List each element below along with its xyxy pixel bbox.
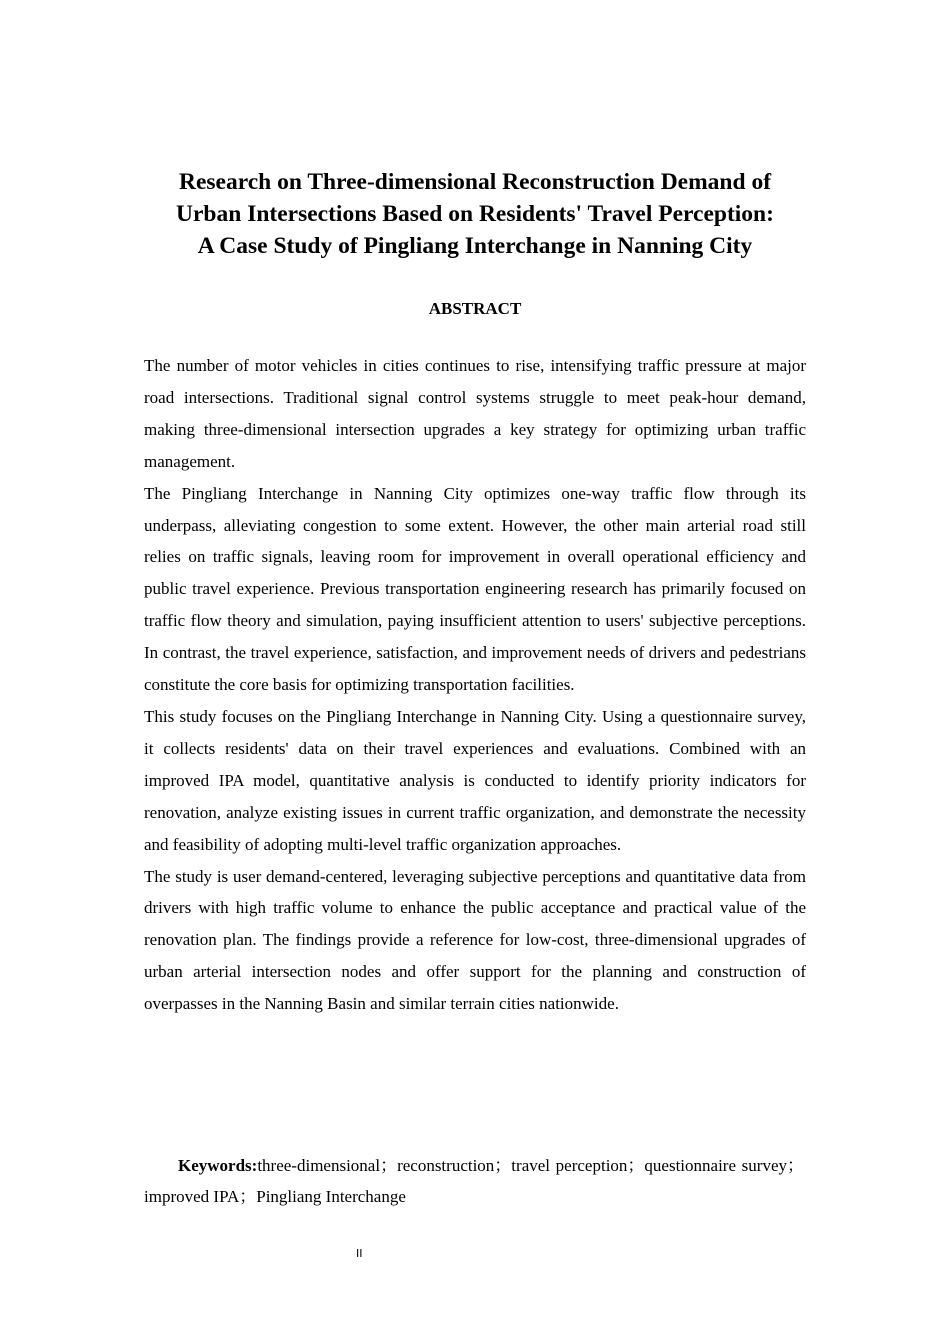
abstract-paragraph-4: The study is user demand-centered, leveraging subjective perceptions and quantitative data from drivers with high traffic volume to enhance the public acceptance and practical value of the renovation plan. The findings provide a reference for low-cost, three-dimensional upgrades of urban arterial intersection nodes and offer support for the planning and construction of overpasses in the Nanning Basin and similar terrain cities nationwide.	[144, 866, 806, 1014]
abstract-paragraph-2: The Pingliang Interchange in Nanning City optimizes one-way traffic flow through its underpass, alleviating congestion to some extent. However, the other main arterial road still relies on traffic signals, leaving room for improvement in overall operational efficiency and public travel experience. Previous transportation engineering research has primarily focused on traffic flow theory and simulation, paying insufficient attention to users' subjective perceptions. In contrast, the travel experience, satisfaction, and improvement needs of drivers and pedestrians constitute the core basis for optimizing transportation facilities.	[144, 483, 806, 695]
page-number: II	[356, 1247, 363, 1260]
keywords-line	[144, 1150, 804, 1212]
title-line-2: Urban Intersections Based on Residents' Travel Perception:	[176, 201, 774, 227]
abstract-paragraph-1: The number of motor vehicles in cities continues to rise, intensifying traffic pressure at major road intersections. Traditional signal control systems struggle to meet peak-hour demand, making three-dimensional intersection upgrades a key strategy for optimizing urban traffic management.	[144, 356, 806, 471]
keywords-text: three-dimensional；reconstruction；travel perception；questionnaire survey；improved IPA；Pingliang Interchange	[144, 1156, 804, 1206]
title-line-1: Research on Three-dimensional Reconstruction Demand of	[178, 169, 772, 195]
paper-title	[120, 166, 830, 262]
abstract-heading: ABSTRACT	[428, 299, 522, 318]
abstract-body	[144, 350, 806, 1020]
keywords-label: Keywords:	[178, 1156, 258, 1175]
title-line-3: A Case Study of Pingliang Interchange in Nanning City	[197, 233, 753, 259]
abstract-paragraph-3: This study focuses on the Pingliang Interchange in Nanning City. Using a questionnaire survey, it collects residents' data on their travel experiences and evaluations. Combined with an improved IPA model, quantitative analysis is conducted to identify priority indicators for renovation, analyze existing issues in current traffic organization, and demonstrate the necessity and feasibility of adopting multi-level traffic organization approaches.	[144, 706, 806, 854]
